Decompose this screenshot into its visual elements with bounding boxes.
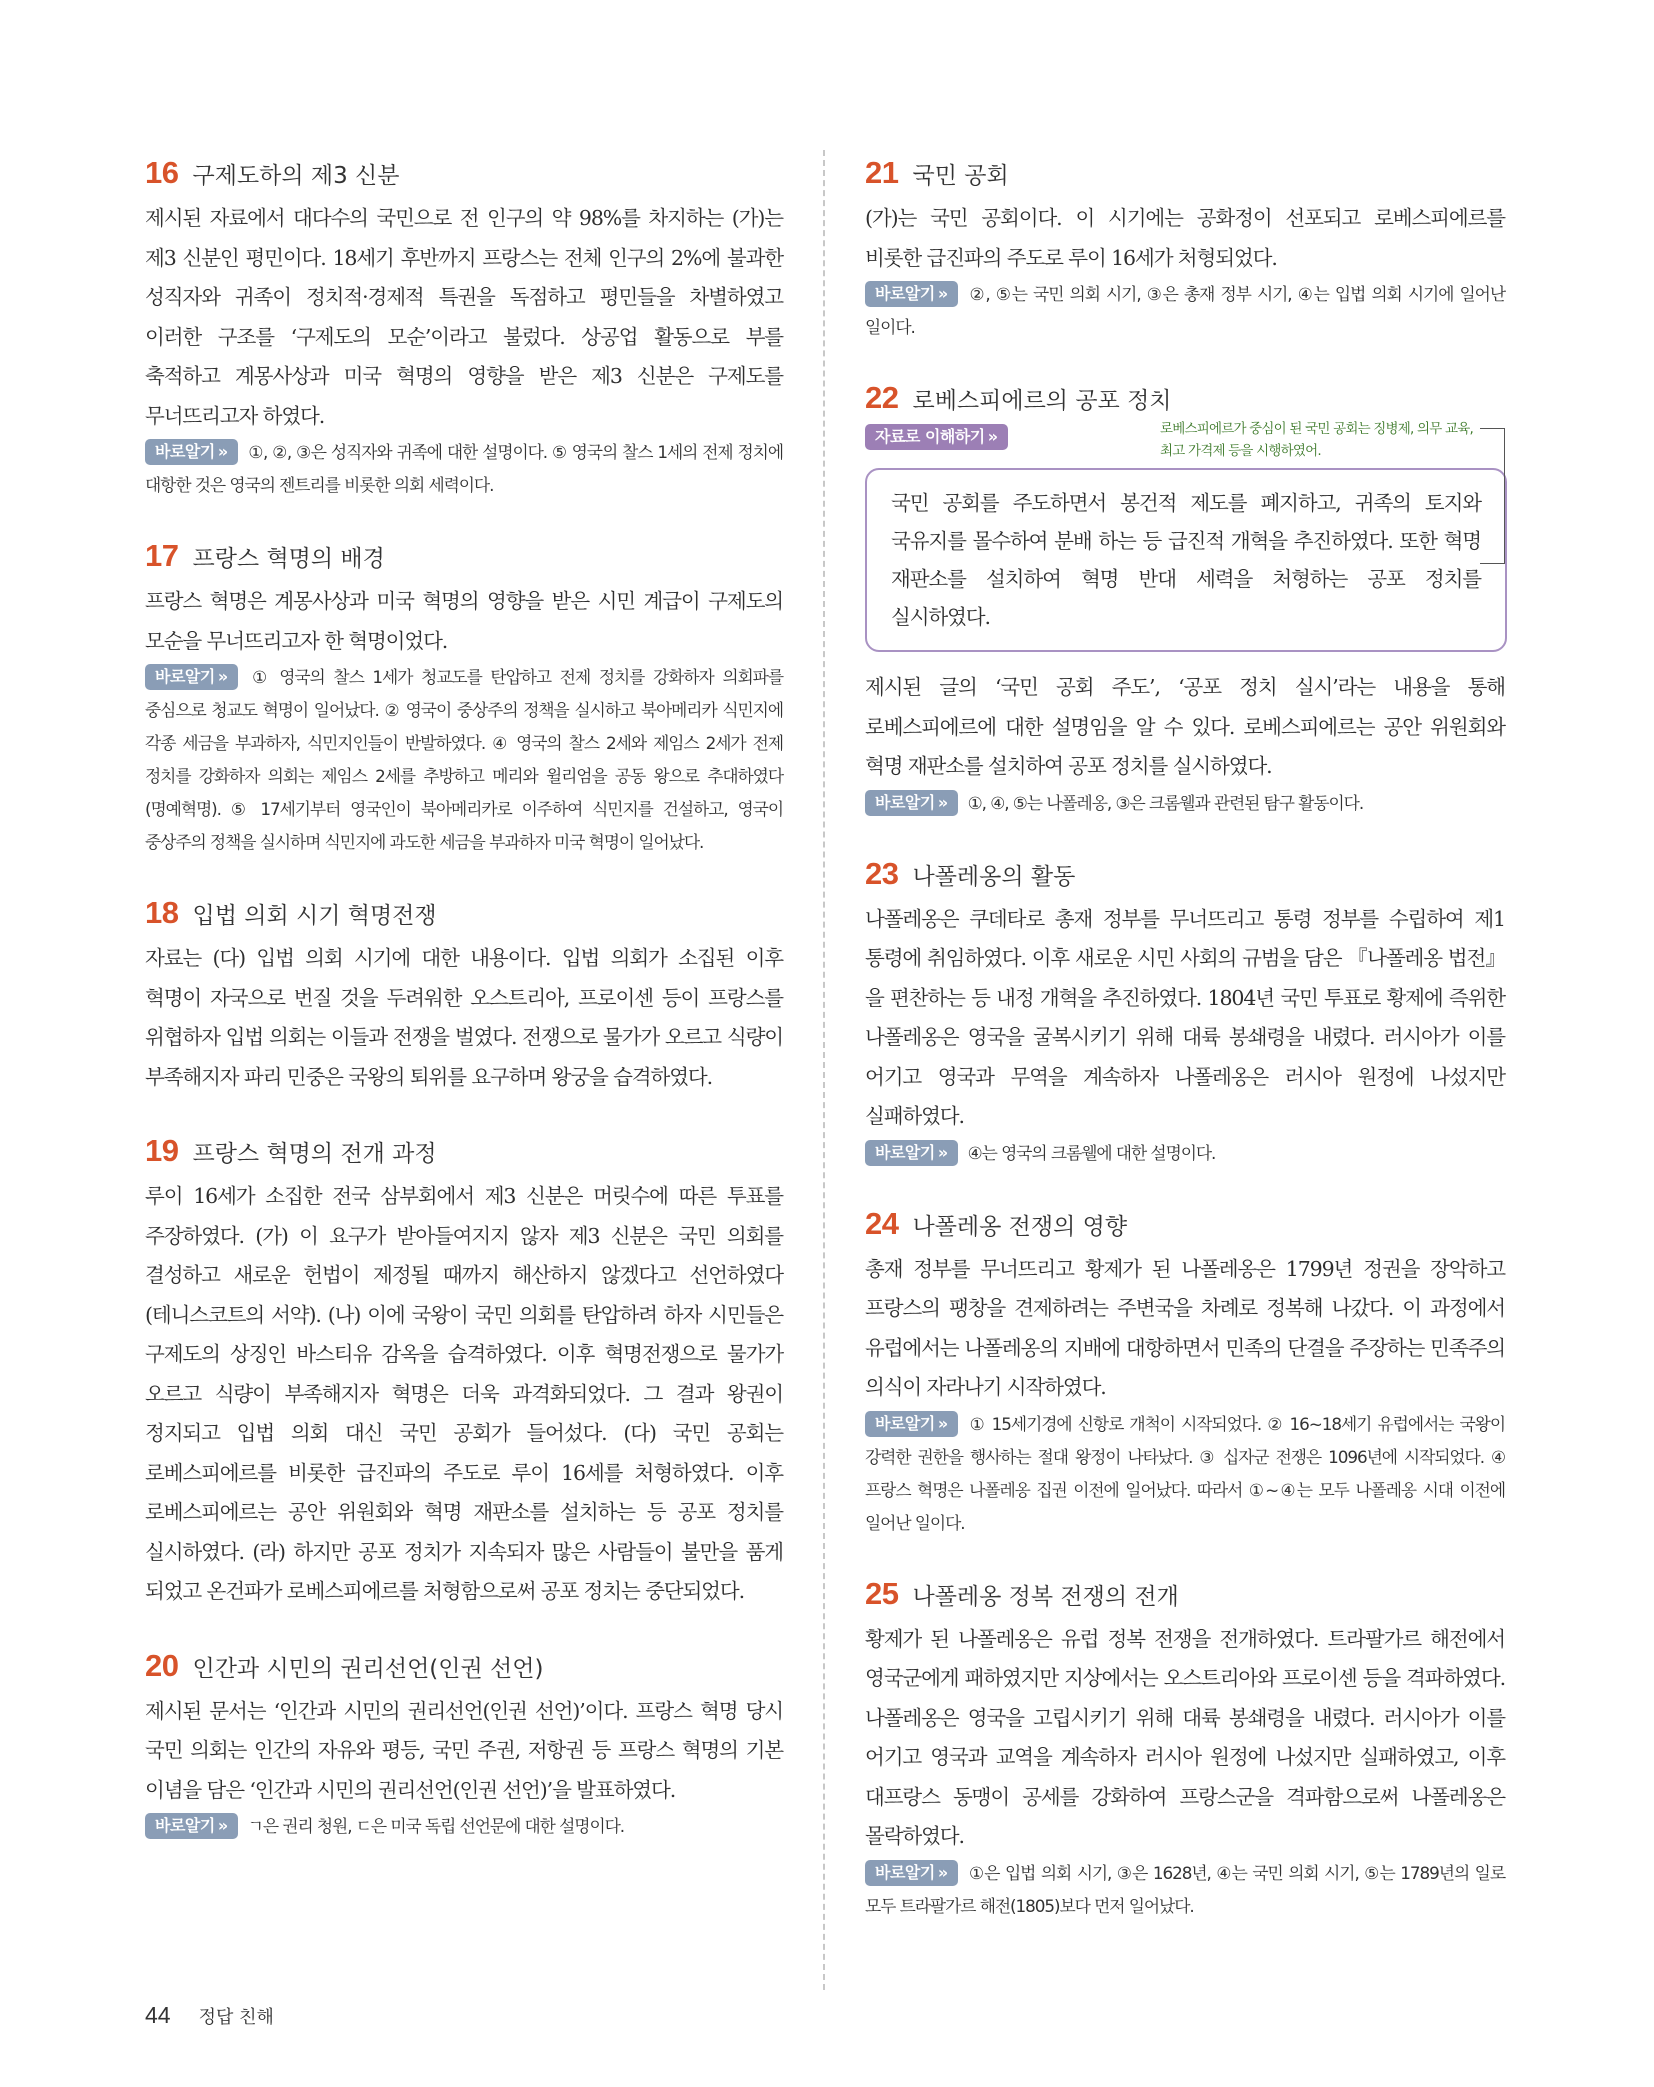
badge-label: 바로알기 <box>875 1413 935 1433</box>
section-title: 입법 의회 시기 혁명전쟁 <box>192 903 437 929</box>
section-body: (가)는 국민 공회이다. 이 시기에는 공화정이 선포되고 로베스피에르를 비롯한 급진파의 주도로 루이 16세가 처형되었다. <box>865 206 1505 270</box>
page-number: 44 <box>145 2002 171 2028</box>
section-body: 제시된 자료에서 대다수의 국민으로 전 인구의 약 98%를 차지하는 (가)는 제3 신분인 평민이다. 18세기 후반까지 프랑스는 전체 인구의 2%에 불과한 성직자와 귀족이 정치적·경제적 특권을 독점하고 평민들을 차별하였고 이러한 구조를 ‘구제도의 모순’이라고 불렀다. 상공업 활동으로 부를 축적하고 계몽사상과 미국 혁명의 영향을 받은 제3 신분은 구제도를 무너뜨리고자 하였다. <box>145 206 783 428</box>
double-chevron-icon: » <box>937 284 948 303</box>
double-chevron-icon: » <box>987 427 998 446</box>
section-header <box>865 1576 1505 1612</box>
source-text-box <box>865 468 1507 652</box>
note-text: ①, ②, ③은 성직자와 귀족에 대한 설명이다. ⑤ 영국의 찰스 1세의 전제 정치에 대항한 것은 영국의 젠트리를 비롯한 의회 세력이다. <box>145 442 783 495</box>
section-number: 23 <box>865 855 899 891</box>
footer-label: 정답 친해 <box>198 2007 274 2028</box>
data-interpretation-block <box>865 421 1505 652</box>
section-header <box>865 155 1505 191</box>
note-text: ①, ④, ⑤는 나폴레옹, ③은 크롬웰과 관련된 탐구 활동이다. <box>967 792 1364 813</box>
section-number: 22 <box>865 380 899 415</box>
page-footer <box>145 2002 274 2029</box>
correction-badge <box>865 1860 958 1886</box>
answer-note <box>865 278 1505 344</box>
section-number: 20 <box>145 1647 179 1683</box>
left-column <box>145 155 783 1879</box>
double-chevron-icon: » <box>937 1413 948 1433</box>
section-body: 자료는 (다) 입법 의회 시기에 대한 내용이다. 입법 의회가 소집된 이후 혁명이 자국으로 번질 것을 두려워한 오스트리아, 프로이센 등이 프랑스를 위협하자 입법 의회는 이들과 전쟁을 벌였다. 전쟁으로 물가가 오르고 식량이 부족해지자 파리 민중은 국왕의 퇴위를 요구하며 왕궁을 습격하였다. <box>145 946 783 1089</box>
answer-note <box>865 1137 1505 1170</box>
section-header <box>145 155 783 191</box>
section-title: 프랑스 혁명의 전개 과정 <box>192 1141 437 1167</box>
section-number: 19 <box>145 1133 179 1168</box>
correction-badge <box>865 1140 958 1166</box>
section-title: 로베스피에르의 공포 정치 <box>912 388 1172 414</box>
section-title: 나폴레옹의 활동 <box>912 863 1076 890</box>
badge-label: 바로알기 <box>875 792 935 812</box>
section-header <box>145 1648 783 1684</box>
badge-label: 바로알기 <box>155 442 215 461</box>
double-chevron-icon: » <box>217 667 228 686</box>
badge-label: 바로알기 <box>155 1816 215 1835</box>
section-body: 황제가 된 나폴레옹은 유럽 정복 전쟁을 전개하였다. 트라팔가르 해전에서 영국군에게 패하였지만 지상에서는 오스트리아와 프로이센 등을 격파하였다. 나폴레옹은 영국을 고립시키기 위해 대륙 봉쇄령을 내렸다. 러시아가 이를 어기고 영국과 교역을 계속하자 러시아 원정에 나섰지만 실패하였고, 이후 대프랑스 동맹이 공세를 강화하여 프랑스군을 격파함으로써 나폴레옹은 몰락하였다. <box>865 1626 1505 1848</box>
section-22 <box>865 380 1505 820</box>
section-header <box>145 1133 783 1169</box>
note-text: ④는 영국의 크롬웰에 대한 설명이다. <box>967 1142 1216 1163</box>
badge-label: 자료로 이해하기 <box>875 427 985 446</box>
section-25 <box>865 1576 1505 1923</box>
badge-label: 바로알기 <box>155 667 215 686</box>
section-number: 25 <box>865 1575 899 1611</box>
note-text: ①은 입법 의회 시기, ③은 1628년, ④는 국민 의회 시기, ⑤는 1789년의 일로 모두 트라팔가르 해전(1805)보다 먼저 일어났다. <box>865 1862 1505 1916</box>
correction-badge <box>865 1411 958 1437</box>
section-number: 18 <box>145 895 179 930</box>
section-16 <box>145 155 783 502</box>
section-body: 총재 정부를 무너뜨리고 황제가 된 나폴레옹은 1799년 정권을 장악하고 프랑스의 팽창을 견제하려는 주변국을 차례로 정복해 나갔다. 이 과정에서 유럽에서는 나폴레옹의 지배에 대항하면서 민족의 단결을 주장하는 민족주의 의식이 자라나기 시작하였다. <box>865 1256 1505 1399</box>
correction-badge <box>145 1813 238 1839</box>
answer-note <box>865 1857 1505 1923</box>
correction-badge <box>145 439 238 465</box>
answer-note <box>145 661 783 859</box>
source-text: 국민 공회를 주도하면서 봉건적 제도를 폐지하고, 귀족의 토지와 국유지를 몰수하여 분배 하는 등 급진적 개혁을 추진하였다. 또한 혁명 재판소를 설치하여 혁명 반대 세력을 처형하는 공포 정치를 실시하였다. <box>891 491 1481 629</box>
badge-label: 바로알기 <box>875 284 935 303</box>
section-title: 나폴레옹 정복 전쟁의 전개 <box>912 1583 1179 1610</box>
section-header <box>865 856 1505 892</box>
answer-note <box>145 1810 783 1843</box>
section-title: 국민 공회 <box>912 163 1009 189</box>
annotation-callout: 로베스피에르가 중심이 된 국민 공회는 징병제, 의무 교육, 최고 가격제 등을 시행하였어. <box>1160 421 1473 459</box>
section-20 <box>145 1648 783 1844</box>
section-title: 나폴레옹 전쟁의 영향 <box>912 1213 1128 1240</box>
answer-note <box>865 787 1505 820</box>
section-number: 21 <box>865 155 899 190</box>
note-text: ②, ⑤는 국민 의회 시기, ③은 총재 정부 시기, ④는 입법 의회 시기에 일어난 일이다. <box>865 284 1505 337</box>
right-column <box>865 155 1505 1959</box>
section-19 <box>145 1133 783 1612</box>
section-body: 나폴레옹은 쿠데타로 총재 정부를 무너뜨리고 통령 정부를 수립하여 제1 통령에 취임하였다. 이후 새로운 시민 사회의 규범을 담은 『나폴레옹 법전』을 편찬하는 등 내정 개혁을 추진하였다. 1804년 국민 투표로 황제에 즉위한 나폴레옹은 영국을 굴복시키기 위해 대륙 봉쇄령을 내렸다. 러시아가 이를 어기고 영국과 무역을 계속하자 나폴레옹은 러시아 원정에 나섰지만 실패하였다. <box>865 906 1505 1128</box>
note-text: ㄱ은 권리 청원, ㄷ은 미국 독립 선언문에 대한 설명이다. <box>247 1816 625 1836</box>
double-chevron-icon: » <box>937 1142 948 1162</box>
double-chevron-icon: » <box>937 792 948 812</box>
section-title: 인간과 시민의 권리선언(인권 선언) <box>192 1655 544 1682</box>
section-body: 제시된 글의 ‘국민 공회 주도’, ‘공포 정치 실시’라는 내용을 통해 로베스피에르에 대한 설명임을 알 수 있다. 로베스피에르는 공안 위원회와 혁명 재판소를 설치하여 공포 정치를 실시하였다. <box>865 675 1505 778</box>
section-header <box>145 538 783 574</box>
badge-label: 바로알기 <box>875 1142 935 1162</box>
section-body: 프랑스 혁명은 계몽사상과 미국 혁명의 영향을 받은 시민 계급이 구제도의 모순을 무너뜨리고자 한 혁명이었다. <box>145 589 783 653</box>
column-divider <box>823 150 825 1990</box>
section-23 <box>865 856 1505 1170</box>
section-header <box>865 1206 1505 1242</box>
correction-badge <box>145 664 238 690</box>
data-interpretation-badge <box>865 424 1008 450</box>
section-number: 16 <box>145 155 179 190</box>
note-text: ① 15세기경에 신항로 개척이 시작되었다. ② 16~18세기 유럽에서는 국왕이 강력한 권한을 행사하는 절대 왕정이 나타났다. ③ 십자군 전쟁은 1096년에 시작되었다. ④ 프랑스 혁명은 나폴레옹 집권 이전에 일어났다. 따라서 ①~④는 모두 나폴레옹 시대 이전에 일어난 일이다. <box>865 1413 1505 1533</box>
annotation-bracket <box>1480 428 1505 564</box>
badge-label: 바로알기 <box>875 1862 935 1882</box>
double-chevron-icon: » <box>217 442 228 461</box>
section-18 <box>145 895 783 1097</box>
section-17 <box>145 538 783 859</box>
section-header <box>145 895 783 931</box>
correction-badge <box>865 281 958 307</box>
double-chevron-icon: » <box>937 1862 948 1882</box>
answer-note <box>145 436 783 502</box>
section-title: 구제도하의 제3 신분 <box>192 163 400 189</box>
correction-badge <box>865 790 958 816</box>
section-body: 루이 16세가 소집한 전국 삼부회에서 제3 신분은 머릿수에 따른 투표를 주장하였다. (가) 이 요구가 받아들여지지 않자 제3 신분은 국민 의회를 결성하고 새로운 헌법이 제정될 때까지 해산하지 않겠다고 선언하였다(테니스코트의 서약). (나) 이에 국왕이 국민 의회를 탄압하려 하자 시민들은 구제도의 상징인 바스티유 감옥을 습격하였다. 이후 혁명전쟁으로 물가가 오르고 식량이 부족해지자 혁명은 더욱 과격화되었다. 그 결과 왕권이 정지되고 입법 의회 대신 국민 공회가 들어섰다. (다) 국민 공회는 로베스피에르를 비롯한 급진파의 주도로 루이 16세를 처형하였다. 이후 로베스피에르는 공안 위원회와 혁명 재판소를 설치하는 등 공포 정치를 실시하였다. (라) 하지만 공포 정치가 지속되자 많은 사람들이 불만을 품게 되었고 온건파가 로베스피에르를 처형함으로써 공포 정치는 중단되었다. <box>145 1184 783 1603</box>
section-body: 제시된 문서는 ‘인간과 시민의 권리선언(인권 선언)’이다. 프랑스 혁명 당시 국민 의회는 인간의 자유와 평등, 국민 주권, 저항권 등 프랑스 혁명의 기본 이념을 담은 ‘인간과 시민의 권리선언(인권 선언)’을 발표하였다. <box>145 1698 783 1802</box>
section-24 <box>865 1206 1505 1540</box>
answer-note <box>865 1408 1505 1540</box>
section-header <box>865 380 1505 416</box>
section-number: 24 <box>865 1205 899 1241</box>
section-number: 17 <box>145 538 179 573</box>
section-21 <box>865 155 1505 344</box>
double-chevron-icon: » <box>217 1816 228 1835</box>
note-text: ① 영국의 찰스 1세가 청교도를 탄압하고 전제 정치를 강화하자 의회파를 중심으로 청교도 혁명이 일어났다. ② 영국이 중상주의 정책을 실시하고 북아메리카 식민지에 각종 세금을 부과하자, 식민지인들이 반발하였다. ④ 영국의 찰스 2세와 제임스 2세가 전제 정치를 강화하자 의회는 제임스 2세를 추방하고 메리와 윌리엄을 공동 왕으로 추대하였다(명예혁명). ⑤ 17세기부터 영국인이 북아메리카로 이주하여 식민지를 건설하고, 영국이 중상주의 정책을 실시하며 식민지에 과도한 세금을 부과하자 미국 혁명이 일어났다. <box>145 667 783 852</box>
section-title: 프랑스 혁명의 배경 <box>192 546 385 572</box>
